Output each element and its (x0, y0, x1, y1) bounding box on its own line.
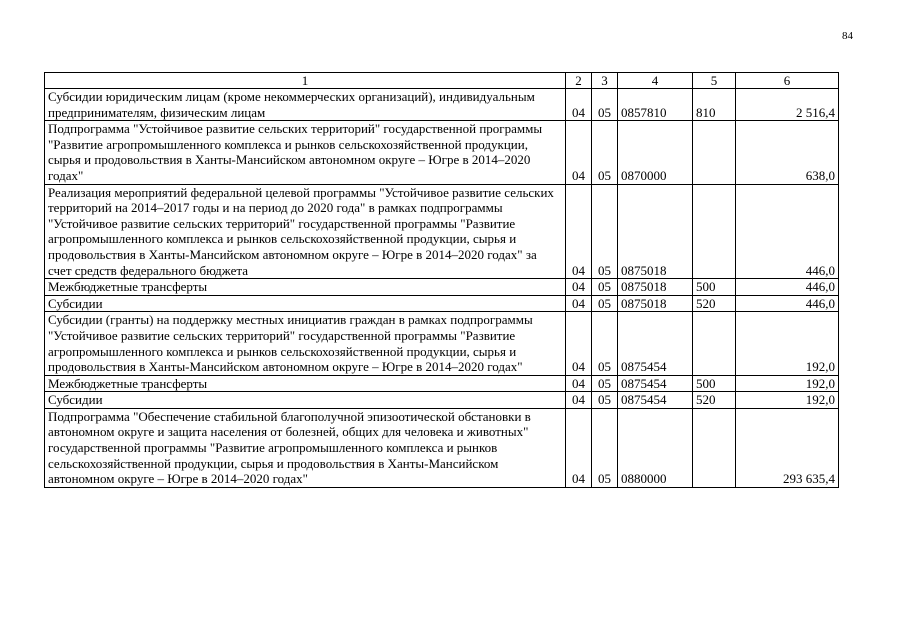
header-subsection: 3 (592, 73, 618, 89)
budget-table (44, 72, 839, 488)
row-section: 04 (566, 89, 592, 121)
row-amount: 638,0 (736, 121, 839, 184)
row-subsection: 05 (592, 295, 618, 312)
header-target-article: 4 (618, 73, 693, 89)
table-row (45, 89, 839, 121)
row-subsection: 05 (592, 121, 618, 184)
row-name: Субсидии юридическим лицам (кроме некоммерческих организаций), индивидуальным предпринимателям, физическим лицам (45, 89, 566, 121)
page-number: 84 (842, 30, 853, 42)
row-subsection: 05 (592, 312, 618, 375)
table-row (45, 375, 839, 392)
row-target-article: 0880000 (618, 408, 693, 487)
row-target-article: 0857810 (618, 89, 693, 121)
table-row (45, 312, 839, 375)
row-expense-type (693, 408, 736, 487)
header-row (45, 73, 839, 89)
row-target-article: 0875018 (618, 184, 693, 279)
row-name: Субсидии (45, 295, 566, 312)
row-section: 04 (566, 408, 592, 487)
row-name: Межбюджетные трансферты (45, 375, 566, 392)
table-row (45, 408, 839, 487)
row-section: 04 (566, 392, 592, 409)
table-row (45, 279, 839, 296)
row-name: Межбюджетные трансферты (45, 279, 566, 296)
row-section: 04 (566, 184, 592, 279)
row-amount: 446,0 (736, 184, 839, 279)
row-expense-type (693, 121, 736, 184)
row-name: Реализация мероприятий федеральной целевой программы "Устойчивое развитие сельских территорий на 2014–2017 годы и на период до 2020 года" в рамках подпрограммы "Устойчивое развитие сельских территорий" государственной программы "Развитие агропромышленного комплекса и рынков сельскохозяйственной продукции, сырья и продовольствия в Ханты-Мансийском автономном округе – Югре в 2014–2020 годах" за счет средств федерального бюджета (45, 184, 566, 279)
row-section: 04 (566, 279, 592, 296)
row-subsection: 05 (592, 184, 618, 279)
row-target-article: 0875454 (618, 312, 693, 375)
row-subsection: 05 (592, 375, 618, 392)
row-expense-type: 500 (693, 375, 736, 392)
row-expense-type: 520 (693, 392, 736, 409)
table-row (45, 392, 839, 409)
row-section: 04 (566, 121, 592, 184)
row-subsection: 05 (592, 279, 618, 296)
row-section: 04 (566, 375, 592, 392)
row-expense-type: 810 (693, 89, 736, 121)
row-section: 04 (566, 295, 592, 312)
row-amount: 293 635,4 (736, 408, 839, 487)
row-section: 04 (566, 312, 592, 375)
row-expense-type (693, 184, 736, 279)
row-amount: 446,0 (736, 295, 839, 312)
row-expense-type: 520 (693, 295, 736, 312)
row-subsection: 05 (592, 392, 618, 409)
row-expense-type: 500 (693, 279, 736, 296)
table-row (45, 184, 839, 279)
row-amount: 2 516,4 (736, 89, 839, 121)
row-target-article: 0875454 (618, 375, 693, 392)
row-amount: 446,0 (736, 279, 839, 296)
table-row (45, 121, 839, 184)
row-target-article: 0875454 (618, 392, 693, 409)
header-expense-type: 5 (693, 73, 736, 89)
row-subsection: 05 (592, 408, 618, 487)
header-name: 1 (45, 73, 566, 89)
row-name: Субсидии (гранты) на поддержку местных инициатив граждан в рамках подпрограммы "Устойчивое развитие сельских территорий" государственной программы "Развитие агропромышленного комплекса и рынков сельскохозяйственной продукции, сырья и продовольствия в Ханты-Мансийском автономном округе – Югре в 2014–2020 годах" (45, 312, 566, 375)
row-amount: 192,0 (736, 392, 839, 409)
table-row (45, 295, 839, 312)
row-amount: 192,0 (736, 375, 839, 392)
row-subsection: 05 (592, 89, 618, 121)
row-target-article: 0875018 (618, 295, 693, 312)
row-expense-type (693, 312, 736, 375)
header-section: 2 (566, 73, 592, 89)
row-name: Субсидии (45, 392, 566, 409)
row-name: Подпрограмма "Устойчивое развитие сельских территорий" государственной программы "Развитие агропромышленного комплекса и рынков сельскохозяйственной продукции, сырья и продовольствия в Ханты-Мансийском автономном округе – Югре в 2014–2020 годах" (45, 121, 566, 184)
row-amount: 192,0 (736, 312, 839, 375)
header-amount: 6 (736, 73, 839, 89)
row-target-article: 0875018 (618, 279, 693, 296)
row-name: Подпрограмма "Обеспечение стабильной благополучной эпизоотической обстановки в автономном округе и защита населения от болезней, общих для человека и животных" государственной программы "Развитие агропромышленного комплекса и рынков сельскохозяйственной продукции, сырья и продовольствия в Ханты-Мансийском автономном округе – Югре в 2014–2020 годах" (45, 408, 566, 487)
row-target-article: 0870000 (618, 121, 693, 184)
